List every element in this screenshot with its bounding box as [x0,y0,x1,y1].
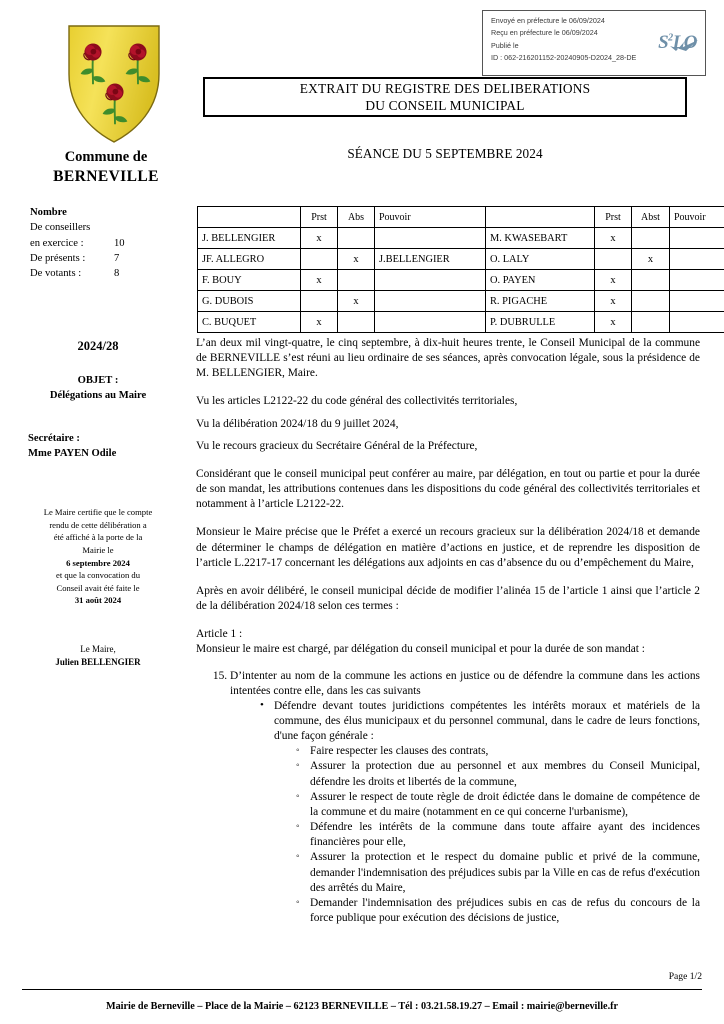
berneville-shield-icon [62,22,166,146]
paragraph-precise: Monsieur le Maire précise que le Préfet a exercé un recours gracieux sur la délibération 2024/18 et demande de déterminer le champs de délégation en matière d’actions en justice, et de reprendre les disposition de l’article L.2217-17 concernant les délégations aux adjoints en cas d’absence du ou d’empêchement du Maire, [196,526,700,569]
commune-value: BERNEVILLE [53,167,159,185]
article1-intro: Monsieur le maire est chargé, par délégation du conseil municipal et pour la durée de son mandat : [196,643,645,656]
list-item: ◦ Faire respecter les clauses des contrats, [296,744,700,759]
deliberation-reference: 2024/28 [77,339,119,354]
councillor-absent-mark [338,270,375,291]
councillor-present-mark: x [301,312,338,333]
objet-block [0,373,196,403]
certif-convocation-date: 31 août 2024 [74,595,122,606]
count-value-votants: 8 [114,268,120,279]
table-header-row [198,207,724,228]
councillor-absent-mark [632,270,670,291]
councillor-name: F. BOUY [198,270,301,291]
counts-subheading: De conseillers [30,222,91,234]
slo-logo-s: S [658,32,669,53]
councillor-proxy [670,249,724,270]
bullet-1-text: Défendre devant toutes juridictions compétentes les intérêts moraux et matériels de la commune, des élus municipaux et du personnel communal, dans le cadre de leurs fonctions, d'une façon générale : [274,699,700,743]
session-date-heading: SÉANCE DU 5 SEPTEMBRE 2024 [347,146,543,161]
signature-name: Julien BELLENGIER [55,656,141,667]
sub-sub-bullet-list [274,744,700,926]
count-row-votants [30,266,196,281]
sub-bullet-list [230,699,700,926]
footer-divider [22,989,702,990]
count-row-presents [30,251,196,266]
list-item: ◦ Assurer la protection et le respect du domaine public et privé de la commune, demander l'indemnisation des préjudices subis par la Ville en cas de refus d'exécution des arrêtés du Maire, [296,850,700,895]
councillor-proxy [670,270,724,291]
councillor-present-mark: x [301,270,338,291]
councillor-name: J. BELLENGIER [198,228,301,249]
stamp-published-line: Publié le [491,40,519,50]
councillor-name: O. PAYEN [486,270,595,291]
page-number: Page 1/2 [668,971,702,982]
councillor-absent-mark [632,291,670,312]
counts-heading: Nombre [30,207,67,218]
header-pouvoir-right: Pouvoir [670,207,724,228]
signature-title: Le Maire, [80,643,116,654]
stamp-sent-line: Envoyé en préfecture le 06/09/2024 [491,16,605,25]
paragraph-considerant: Considérant que le conseil municipal peut conférer au maire, par délégation, en tout ou partie et pour la durée de son mandat, les attributions contenues dans les dispositions du code général des collectivités territoriales et notamment à l’article L2122-22. [196,467,700,511]
left-sidebar [0,205,196,668]
commune-name [8,148,204,186]
count-label-exercice: en exercice : [30,237,84,249]
list-item-15 [230,669,700,927]
councillor-present-mark: x [301,228,338,249]
councillor-name: O. LALY [486,249,595,270]
list-item [260,699,700,926]
article1-item-list [196,669,700,927]
councillor-present-mark: x [595,291,632,312]
councillor-proxy [375,291,486,312]
council-counts-block [0,205,196,281]
stamp-id-line: ID : 062-216201152-20240905-D2024_28-DE [491,53,637,63]
stamp-received-line: Reçu en préfecture le 06/09/2024 [491,28,598,38]
secretary-block [0,431,196,461]
councillor-absent-mark [632,312,670,333]
councillor-present-mark: x [595,270,632,291]
councillor-proxy [670,312,724,333]
certif-posting-date: 6 septembre 2024 [66,557,130,568]
document-title-box [203,77,687,117]
header-pouvoir-left: Pouvoir [375,207,486,228]
paragraph-intro: L’an deux mil vingt-quatre, le cinq septembre, à dix-huit heures trente, le Conseil Municipal de la commune de BERNEVILLE s’est réuni au lieu ordinaire de ses séances, après convocation légale, sous la présidence de M. BELLENGIER, Maire. [196,337,700,380]
objet-label: OBJET : [77,375,119,387]
councillor-absent-mark: x [338,291,375,312]
header-name-right [486,207,595,228]
certif-line-2: rendu de cette délibération a [49,519,147,530]
header-prst-left: Prst [301,207,338,228]
mayor-signature-block [0,643,196,669]
paragraph-vu-2: Vu la délibération 2024/18 du 9 juillet 2024, [196,417,399,430]
certif-line-4: Mairie le [82,545,114,556]
councillor-proxy [375,312,486,333]
councillor-absent-mark [632,228,670,249]
count-value-exercice: 10 [114,237,125,249]
paragraph-apres-deliberation: Après en avoir délibéré, le conseil municipal décide de modifier l’alinéa 15 de l’article 1 ainsi que l’article 2 de la délibération 2024/18 selon ces termes : [196,584,700,613]
coat-of-arms [62,22,166,146]
councillor-name: JF. ALLEGRO [198,249,301,270]
slo-logo-lo: LO [672,32,697,53]
table-row [198,228,724,249]
header-abs-left: Abs [338,207,375,228]
councillor-absent-mark [338,312,375,333]
deliberation-body [196,336,700,926]
councillor-proxy [375,270,486,291]
councillor-name: R. PIGACHE [486,291,595,312]
councillor-present-mark: x [595,228,632,249]
paragraph-vu-1: Vu les articles L2122-22 du code général des collectivités territoriales, [196,395,518,408]
list-item-15-text: D’intenter au nom de la commune les actions en justice ou de défendre la commune dans les actions intentées contre elle, dans les cas suivants [230,669,700,697]
councillor-proxy [375,228,486,249]
header-name-left [198,207,301,228]
councillor-absent-mark: x [338,249,375,270]
list-item: ◦ Assurer le respect de toute règle de droit édictée dans le domaine de compétence de la commune et du maire (notamment en ce qui concerne l'urbanisme), [296,790,700,820]
count-value-presents: 7 [114,252,120,264]
page-title-line2: DU CONSEIL MUNICIPAL [365,98,525,113]
secretary-label: Secrétaire : [28,433,80,445]
commune-label: Commune de [64,149,148,165]
councillor-name: C. BUQUET [198,312,301,333]
councillor-name: P. DUBRULLE [486,312,595,333]
posting-certification-block [0,506,196,606]
councillor-proxy: J.BELLENGIER [375,249,486,270]
header-abst-right: Abst [632,207,670,228]
councillor-present-mark [301,291,338,312]
table-row [198,270,724,291]
table-row [198,291,724,312]
count-label-votants: De votants : [30,268,82,279]
councillor-present-mark [301,249,338,270]
certif-line-6: Conseil avait été faite le [56,582,140,593]
councillor-name: G. DUBOIS [198,291,301,312]
objet-value: Délégations au Maire [49,390,147,402]
councillor-proxy [670,228,724,249]
councillor-present-mark [595,249,632,270]
list-item: ◦ Demander l'indemnisation des préjudices subis en cas de refus du concours de la force publique pour exécution des décisions de justice, [296,896,700,926]
councillor-proxy [670,291,724,312]
slo-checkmark-icon [669,39,699,53]
table-row [198,249,724,270]
councillor-present-mark: x [595,312,632,333]
footer-address: Mairie de Berneville – Place de la Mairie – 62123 BERNEVILLE – Tél : 03.21.58.19.27 – Email : mairie@berneville.fr [105,1001,619,1012]
count-label-presents: De présents : [30,252,86,264]
count-row-exercice [30,236,196,251]
slo-logo-sup: 2 [668,32,673,44]
header-prst-right: Prst [595,207,632,228]
certif-line-1: Le Maire certifie que le compte [43,507,153,518]
councillor-name: M. KWASEBART [486,228,595,249]
paragraph-vu-3: Vu le recours gracieux du Secrétaire Général de la Préfecture, [196,439,478,452]
certif-line-3: été affiché à la porte de la [53,532,143,543]
article1-title: Article 1 : [196,628,243,641]
list-item: ◦ Assurer la protection due au personnel et aux membres du Conseil Municipal, défendre les droits et libertés de la commune, [296,759,700,789]
councillor-absent-mark [338,228,375,249]
table-row [198,312,724,333]
councillor-absent-mark: x [632,249,670,270]
attendance-table [197,206,724,333]
certif-line-5: et que la convocation du [56,570,140,581]
page-title-line1: EXTRAIT DU REGISTRE DES DELIBERATIONS [299,80,591,96]
list-item: ◦ Défendre les intérêts de la commune dans toute affaire ayant des incidences financières pour elle, [296,820,700,850]
secretary-value: Mme PAYEN Odile [28,448,117,460]
teletransmission-stamp [482,10,706,76]
